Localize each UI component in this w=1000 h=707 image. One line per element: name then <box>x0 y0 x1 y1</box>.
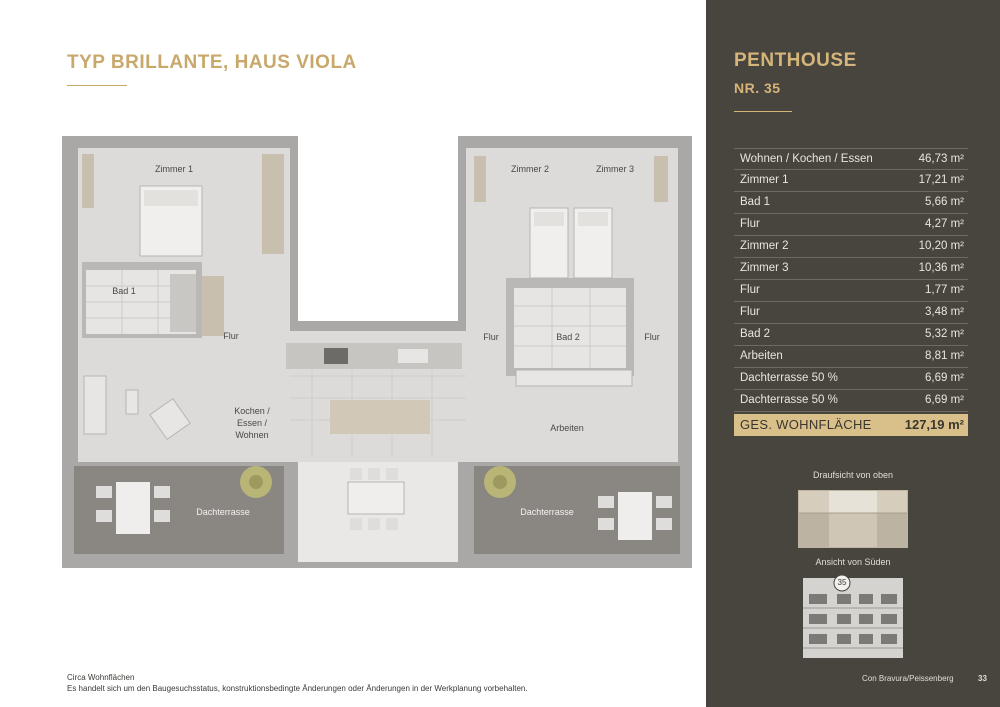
area-label: Dachterrasse 50 % <box>740 394 838 406</box>
floor-plan <box>62 136 692 568</box>
area-label: Zimmer 3 <box>740 262 789 274</box>
area-row <box>734 236 968 258</box>
room-zimmer2-label: Zimmer 2 <box>511 164 549 174</box>
south-view-image <box>797 570 909 658</box>
room-flur-left-label: Flur <box>223 331 239 341</box>
area-row <box>734 302 968 324</box>
area-row <box>734 170 968 192</box>
area-label: Wohnen / Kochen / Essen <box>740 153 873 165</box>
total-area-value: 127,19 m² <box>904 417 964 432</box>
room-zimmer1-label: Zimmer 1 <box>155 164 193 174</box>
top-view-image <box>798 490 908 548</box>
panel-title-underline <box>734 111 792 112</box>
area-value: 8,81 m² <box>925 350 964 362</box>
total-area-label: GES. WOHNFLÄCHE <box>740 417 872 432</box>
area-label: Dachterrasse 50 % <box>740 372 838 384</box>
area-label: Arbeiten <box>740 350 783 362</box>
room-flur-right-label: Flur <box>644 332 660 342</box>
unit-marker-badge: 35 <box>837 578 847 587</box>
info-panel <box>706 0 1000 707</box>
area-row <box>734 324 968 346</box>
top-view-label: Draufsicht von oben <box>812 470 894 480</box>
room-terrasse-right-label: Dachterrasse <box>520 507 574 517</box>
unit-number: NR. 35 <box>734 80 781 96</box>
area-label: Flur <box>740 284 760 296</box>
area-label: Zimmer 2 <box>740 240 789 252</box>
area-row <box>734 148 968 170</box>
title-underline <box>67 85 127 86</box>
room-bad2-label: Bad 2 <box>556 332 580 342</box>
room-zimmer3-label: Zimmer 3 <box>596 164 634 174</box>
page-title: TYP BRILLANTE, HAUS VIOLA <box>67 52 357 73</box>
brand-separator: / <box>906 674 910 683</box>
footnote-text: Es handelt sich um den Baugesuchsstatus, konstruktionsbedingte Änderungen oder Änderungen in der Werkplanung vorbehalten. <box>67 684 528 693</box>
area-label: Flur <box>740 306 760 318</box>
panel-title: PENTHOUSE <box>734 50 857 71</box>
area-row <box>734 346 968 368</box>
footnote-title: Circa Wohnflächen <box>67 673 135 682</box>
area-row <box>734 214 968 236</box>
room-arbeiten-label: Arbeiten <box>550 423 584 433</box>
footnote <box>67 672 528 694</box>
area-label: Zimmer 1 <box>740 174 789 186</box>
area-row <box>734 192 968 214</box>
area-value: 3,48 m² <box>925 306 964 318</box>
area-value: 6,69 m² <box>925 372 964 384</box>
page-number: 33 <box>978 674 987 683</box>
room-wohnen-label: Wohnen <box>235 430 269 440</box>
area-label: Bad 2 <box>740 328 771 340</box>
area-value: 4,27 m² <box>925 218 964 230</box>
area-value: 6,69 m² <box>925 394 964 406</box>
area-value: 10,36 m² <box>918 262 964 274</box>
area-row <box>734 258 968 280</box>
footer-brand <box>862 674 954 683</box>
area-value: 10,20 m² <box>918 240 964 252</box>
brand-name: Con Bravura <box>862 674 907 683</box>
total-area-row <box>734 414 968 436</box>
area-value: 5,66 m² <box>925 196 964 208</box>
area-value: 17,21 m² <box>918 174 964 186</box>
area-value: 46,73 m² <box>918 153 964 165</box>
area-value: 5,32 m² <box>925 328 964 340</box>
area-label: Flur <box>740 218 760 230</box>
area-row <box>734 280 968 302</box>
room-flur-mid-label: Flur <box>483 332 499 342</box>
south-view-label: Ansicht von Süden <box>815 557 891 567</box>
area-table <box>734 148 968 436</box>
area-label: Bad 1 <box>740 196 771 208</box>
area-row <box>734 390 968 412</box>
area-row <box>734 368 968 390</box>
room-essen-label: Essen / <box>236 418 267 428</box>
room-terrasse-left-label: Dachterrasse <box>196 507 250 517</box>
brand-location: Peissenberg <box>909 674 954 683</box>
room-kochen-label: Kochen / <box>234 406 270 416</box>
room-bad1-label: Bad 1 <box>112 286 136 296</box>
area-value: 1,77 m² <box>925 284 964 296</box>
